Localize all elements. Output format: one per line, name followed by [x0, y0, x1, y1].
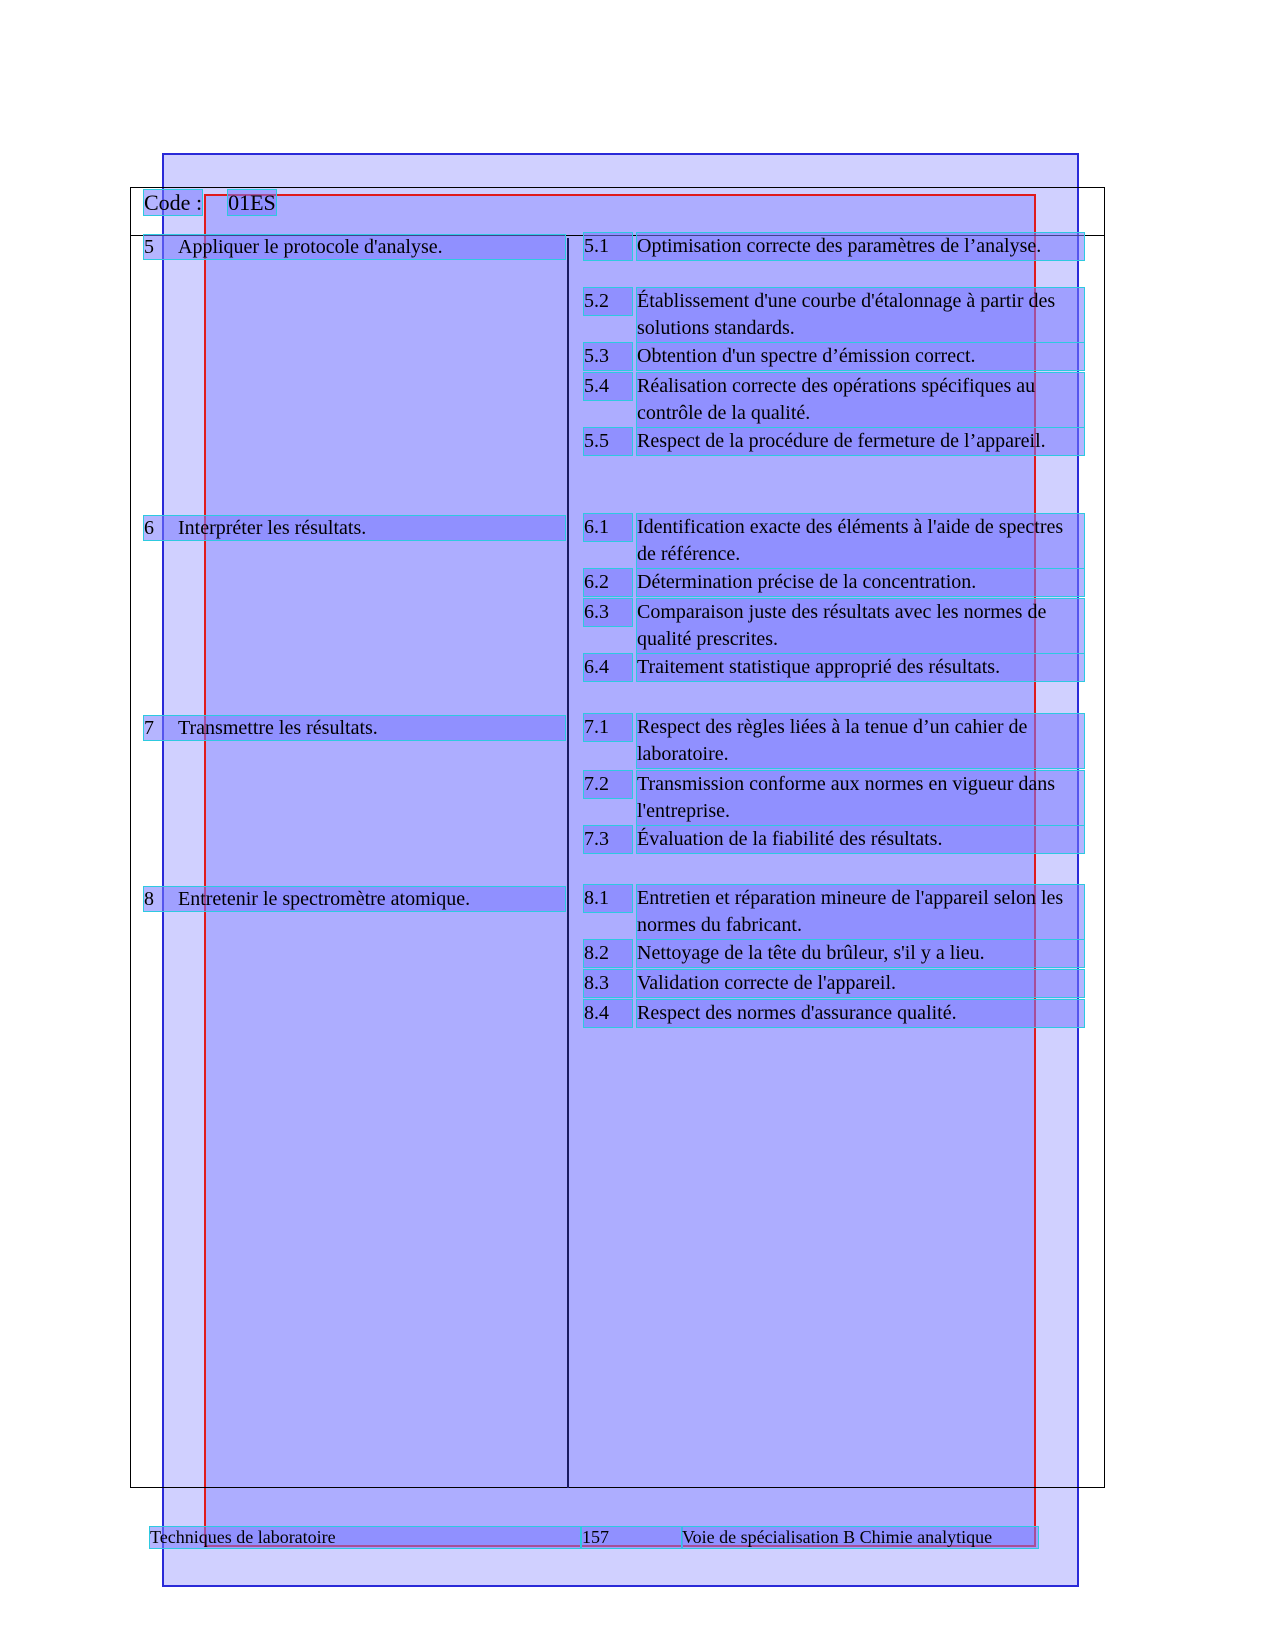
criterion-7-2: [584, 771, 1084, 825]
criterion-text: Obtention d'un spectre d’émission correct.: [637, 343, 1084, 370]
criterion-text: Traitement statistique approprié des résultats.: [637, 654, 1084, 681]
criterion-number: 7.1: [584, 714, 632, 741]
criterion-number: 8.4: [584, 1000, 632, 1027]
criterion-8-1: [584, 885, 1084, 939]
criterion-number: 8.2: [584, 940, 632, 967]
criterion-8-4: [584, 1000, 1084, 1027]
footer-left: Techniques de laboratoire: [150, 1527, 580, 1548]
criterion-number: 6.2: [584, 569, 632, 596]
criterion-text: Comparaison juste des résultats avec les normes de qualité prescrites.: [637, 599, 1084, 653]
code-value: 01ES: [228, 190, 276, 215]
code-label: Code :: [144, 190, 203, 215]
criterion-7-3: [584, 826, 1084, 853]
criterion-6-1: [584, 514, 1084, 568]
criterion-text: Entretien et réparation mineure de l'appareil selon les normes du fabricant.: [637, 885, 1084, 939]
criterion-number: 6.4: [584, 654, 632, 681]
footer-right: Voie de spécialisation B Chimie analytique: [682, 1527, 1038, 1548]
criterion-7-1: [584, 714, 1084, 768]
criterion-5-5: [584, 428, 1084, 455]
task-row-6: [144, 516, 565, 540]
task-label: Entretenir le spectromètre atomique.: [178, 888, 471, 910]
criterion-8-2: [584, 940, 1084, 967]
criterion-5-3: [584, 343, 1084, 370]
task-number: 8: [144, 888, 154, 910]
task-row-8: [144, 887, 565, 911]
criterion-5-2: [584, 288, 1084, 342]
task-number: 7: [144, 717, 154, 739]
criterion-text: Validation correcte de l'appareil.: [637, 970, 1084, 997]
task-label: Interpréter les résultats.: [178, 517, 367, 539]
task-number: 6: [144, 517, 154, 539]
criterion-number: 5.2: [584, 288, 632, 315]
criterion-text: Respect des normes d'assurance qualité.: [637, 1000, 1084, 1027]
criterion-number: 5.5: [584, 428, 632, 455]
task-label: Transmettre les résultats.: [178, 717, 378, 739]
criterion-number: 8.1: [584, 885, 632, 912]
criterion-text: Évaluation de la fiabilité des résultats.: [637, 826, 1084, 853]
criterion-text: Respect de la procédure de fermeture de l’appareil.: [637, 428, 1084, 455]
criterion-text: Réalisation correcte des opérations spécifiques au contrôle de la qualité.: [637, 373, 1084, 427]
criterion-text: Établissement d'une courbe d'étalonnage à partir des solutions standards.: [637, 288, 1084, 342]
criterion-text: Transmission conforme aux normes en vigueur dans l'entreprise.: [637, 771, 1084, 825]
criterion-number: 8.3: [584, 970, 632, 997]
column-divider: [567, 238, 569, 1488]
criterion-text: Optimisation correcte des paramètres de l’analyse.: [637, 233, 1084, 260]
criterion-6-3: [584, 599, 1084, 653]
criterion-number: 7.2: [584, 771, 632, 798]
criterion-text: Nettoyage de la tête du brûleur, s'il y a lieu.: [637, 940, 1084, 967]
criterion-number: 5.3: [584, 343, 632, 370]
criterion-8-3: [584, 970, 1084, 997]
code-header: [144, 190, 276, 216]
task-row-7: [144, 716, 565, 740]
task-row-5: [144, 235, 565, 259]
criterion-6-4: [584, 654, 1084, 681]
task-label: Appliquer le protocole d'analyse.: [178, 236, 443, 258]
criterion-text: Respect des règles liées à la tenue d’un cahier de laboratoire.: [637, 714, 1084, 768]
criterion-number: 5.1: [584, 233, 632, 260]
criterion-number: 7.3: [584, 826, 632, 853]
criterion-5-4: [584, 373, 1084, 427]
task-number: 5: [144, 236, 154, 258]
criterion-5-1: [584, 233, 1084, 260]
criterion-text: Détermination précise de la concentration.: [637, 569, 1084, 596]
criterion-number: 5.4: [584, 373, 632, 400]
footer-page-number: 157: [582, 1527, 682, 1548]
criterion-number: 6.1: [584, 514, 632, 541]
criterion-number: 6.3: [584, 599, 632, 626]
criterion-6-2: [584, 569, 1084, 596]
criterion-text: Identification exacte des éléments à l'aide de spectres de référence.: [637, 514, 1084, 568]
